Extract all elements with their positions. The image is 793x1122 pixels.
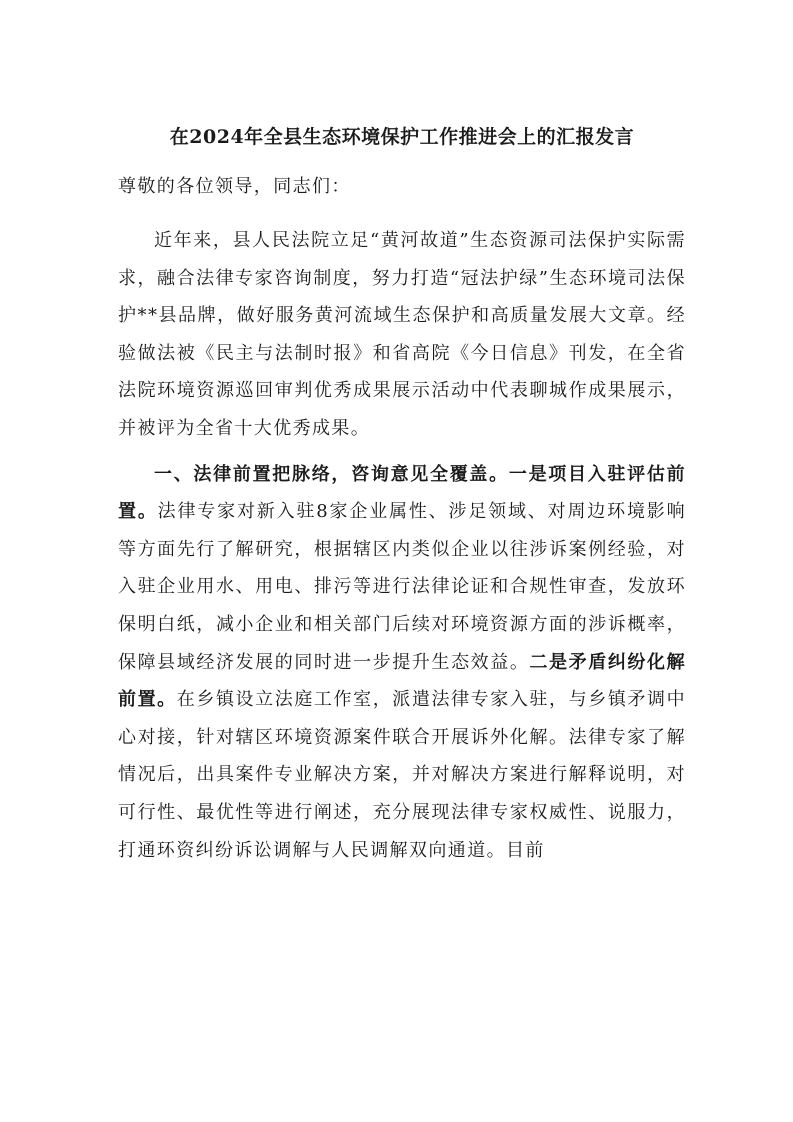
point-two-title: 二是矛盾纠纷化解前置。	[118, 651, 686, 711]
point-one-title: 一是项目入驻评估前置。	[118, 463, 686, 523]
salutation: 尊敬的各位领导，同志们：	[118, 176, 351, 197]
point-one-body: 法律专家对新入驻8家企业属性、涉足领域、对周边环境影响等方面先行了解研究，根据辖区内类似企业以往涉诉案例经验，对入驻企业用水、用电、排污等进行法律论证和合规性审查，发放环保明白纸，减小企业和相关部门后续对环境资源方面的涉诉概率，保障县域经济发展的同时进一步提升生态效益。	[118, 501, 686, 673]
document-body	[118, 118, 686, 869]
section-one-paragraph	[118, 456, 686, 870]
document-title: 在2024年全县生态环境保护工作推进会上的汇报发言	[169, 126, 635, 148]
point-two-body: 在乡镇设立法庭工作室，派遣法律专家入驻，与乡镇矛调中心对接，针对辖区环境资源案件联合开展诉外化解。法律专家了解情况后，出具案件专业解决方案，并对解决方案进行解释说明，对可行性、最优性等进行阐述，充分展现法律专家权威性、说服力，打通环资纠纷诉讼调解与人民调解双向通道。目前	[118, 689, 686, 861]
section-one-heading: 一、法律前置把脉络，咨询意见全覆盖。	[154, 463, 509, 485]
intro-paragraph: 近年来，县人民法院立足“黄河故道”生态资源司法保护实际需求，融合法律专家咨询制度，努力打造“冠法护绿”生态环境司法保护**县品牌，做好服务黄河流域生态保护和高质量发展大文章。经验做法被《民主与法制时报》和省高院《今日信息》刊发，在全省法院环境资源巡回审判优秀成果展示活动中代表聊城作成果展示，并被评为全省十大优秀成果。	[118, 230, 686, 439]
